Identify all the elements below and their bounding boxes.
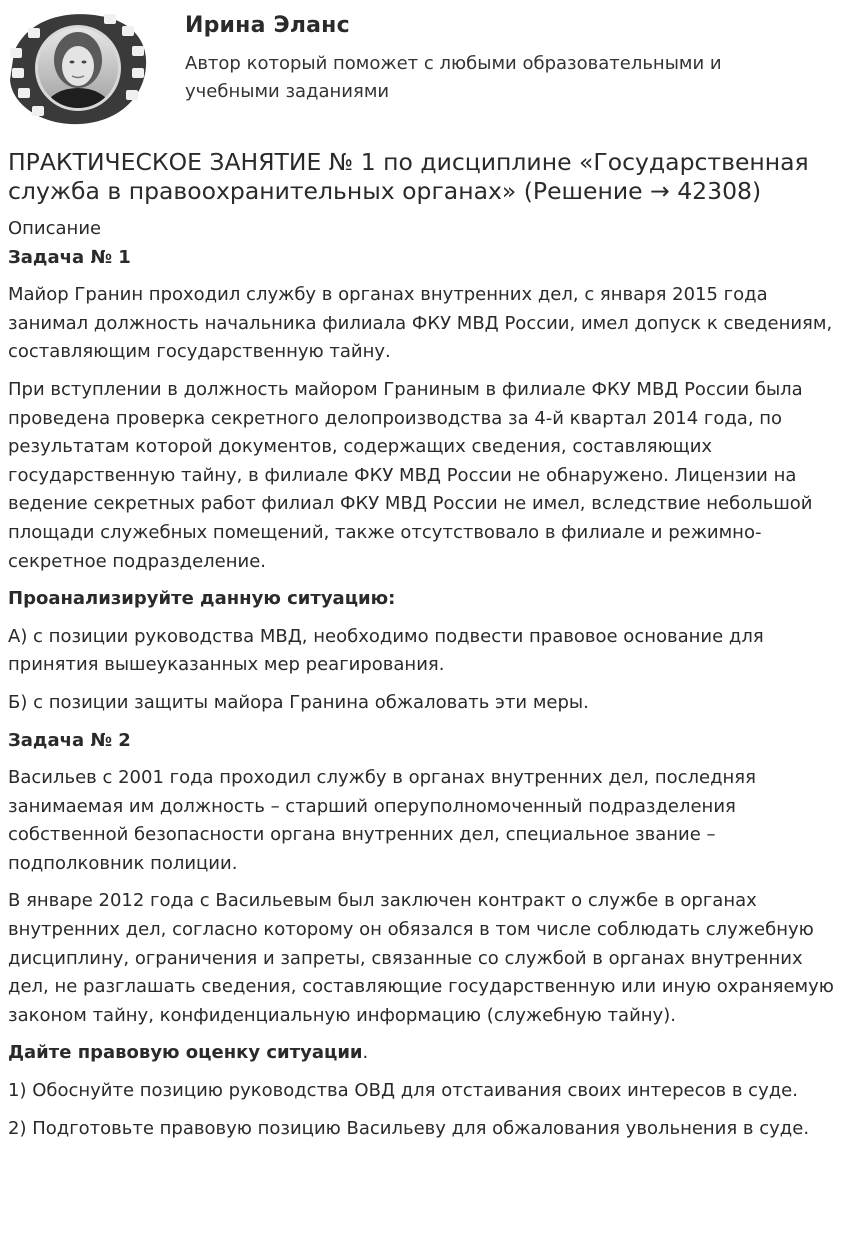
document-title: ПРАКТИЧЕСКОЕ ЗАНЯТИЕ № 1 по дисциплине «Государственная служба в правоохранительных органах» (Решение → 42308) bbox=[8, 148, 809, 205]
task-2-paragraph: Васильев с 2001 года проходил службу в органах внутренних дел, последняя занимаемая им должность – старший оперуполномоченный подразделения собственной безопасности органа внутренних дел, специальное звание – подполковник полиции. bbox=[8, 767, 756, 874]
task-1-heading: Задача № 1 bbox=[8, 246, 131, 268]
task-1-paragraph: При вступлении в должность майором Граниным в филиале ФКУ МВД России была проведена проверка секретного делопроизводства за 4-й квартал 2014 года, по результатам которой документов, содержащих сведения, составляющих государственную тайну, в филиале ФКУ МВД России не обнаружено. Лицензии на ведение секретных работ филиал ФКУ МВД России не имел, вследствие небольшой площади служебных помещений, также отсутствовало в филиале и режимно-секретное подразделение. bbox=[8, 378, 813, 572]
task-2-item-2: 2) Подготовьте правовую позицию Васильеву для обжалования увольнения в суде. bbox=[8, 1117, 810, 1139]
avatar-film-frame-image bbox=[8, 8, 150, 126]
author-description: Автор который поможет с любыми образовательными и учебными заданиями bbox=[185, 53, 722, 102]
task-1-paragraph: Майор Гранин проходил службу в органах внутренних дел, с января 2015 года занимал должность начальника филиала ФКУ МВД России, имел допуск к сведениям, составляющим государственную тайну. bbox=[8, 284, 833, 363]
task-1-instruction bbox=[8, 585, 840, 614]
task-2-instruction bbox=[8, 1039, 840, 1068]
author-card bbox=[0, 0, 847, 140]
task-2-item-1: 1) Обоснуйте позицию руководства ОВД для отстаивания своих интересов в суде. bbox=[8, 1080, 798, 1102]
task-1-item-b: Б) с позиции защиты майора Гранина обжаловать эти меры. bbox=[8, 691, 589, 713]
avatar bbox=[8, 8, 150, 126]
task-2-heading: Задача № 2 bbox=[8, 729, 131, 751]
task-1-item-a: А) с позиции руководства МВД, необходимо подвести правовое основание для принятия вышеуказанных мер реагирования. bbox=[8, 625, 764, 676]
task-2-instruction-text: Дайте правовую оценку ситуации bbox=[8, 1042, 363, 1064]
document-content bbox=[8, 215, 840, 1143]
description-label: Описание bbox=[8, 218, 102, 239]
task-2-paragraph: В январе 2012 года с Васильевым был заключен контракт о службе в органах внутренних дел, согласно которому он обязался в том числе соблюдать служебную дисциплину, ограничения и запреты, связанные со службой в органах внутренних дел, не разглашать сведения, составляющие государственную или иную охраняемую законом тайну, конфиденциальную информацию (служебную тайну). bbox=[8, 890, 834, 1026]
task-1-instruction-text: Проанализируйте данную ситуацию: bbox=[8, 588, 396, 610]
task-2-instruction-suffix: . bbox=[362, 1042, 369, 1064]
author-name: Ирина Эланс bbox=[185, 13, 350, 38]
